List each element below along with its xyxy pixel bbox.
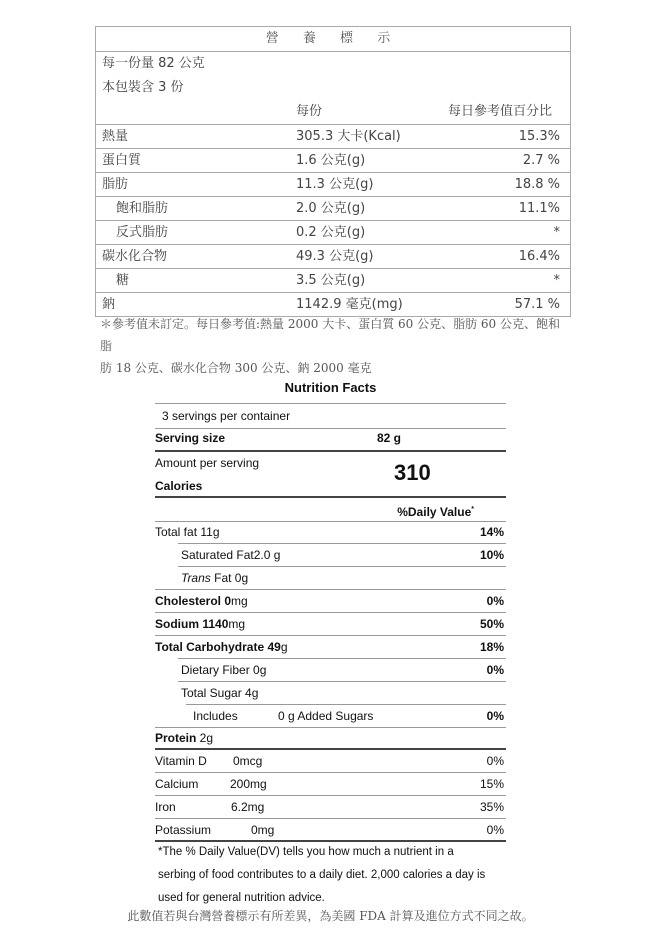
en-dietary-fiber-label: Dietary Fiber 0g xyxy=(181,663,267,677)
en-title: Nutrition Facts xyxy=(284,380,377,395)
cn-row-amount: 305.3 大卡(Kcal) xyxy=(296,129,401,144)
en-sodium-label xyxy=(155,617,245,631)
en-vitamin-d xyxy=(155,750,506,772)
divider xyxy=(155,403,506,404)
en-footnote-line: serbing of food contributes to a daily diet. 2,000 calories a day is xyxy=(158,869,486,881)
en-sodium xyxy=(155,613,506,635)
cn-row-amount: 11.3 公克(g) xyxy=(296,177,374,192)
en-iron xyxy=(155,796,506,818)
cn-row-pct: 57.1 % xyxy=(514,297,560,312)
en-vitamin-d-pct: 0% xyxy=(486,754,504,768)
cn-row-amount: 1.6 公克(g) xyxy=(296,153,366,168)
en-total-fat-label: Total fat 11g xyxy=(155,525,220,539)
en-vitamin-d-amount: 0mcg xyxy=(233,754,263,768)
en-dietary-fiber-pct: 0% xyxy=(486,663,504,677)
en-trans-fat-rest: Fat 0g xyxy=(210,571,249,585)
cn-row-amount: 2.0 公克(g) xyxy=(296,201,366,216)
cn-row-name: 反式脂肪 xyxy=(116,225,169,240)
en-total-sugar xyxy=(155,682,506,704)
en-serving-size xyxy=(155,427,506,449)
en-daily-value-header xyxy=(155,499,506,521)
en-cholesterol-pct: 0% xyxy=(486,594,504,608)
cn-row-pct: 11.1% xyxy=(518,201,560,216)
en-sodium-unit: mg xyxy=(228,617,246,631)
en-footnote xyxy=(158,841,508,910)
en-iron-label: Iron xyxy=(155,800,176,814)
cn-row-energy xyxy=(96,125,570,149)
en-carbohydrate xyxy=(155,636,506,658)
en-trans-fat xyxy=(155,567,506,589)
en-added-sugars-includes: Includes xyxy=(193,709,238,723)
cn-row-pct: 15.3% xyxy=(518,129,560,144)
cn-nutrition-table xyxy=(95,26,571,317)
cn-row-trans-fat xyxy=(96,221,570,245)
cn-row-sugar xyxy=(96,269,570,293)
en-iron-pct: 35% xyxy=(479,800,504,814)
cn-serving-size: 每一份量 82 公克 xyxy=(102,56,205,71)
en-sodium-pct: 50% xyxy=(479,617,504,631)
en-cholesterol-unit: mg xyxy=(231,594,248,608)
cn-column-header xyxy=(96,100,570,125)
cn-row-pct: 2.7 % xyxy=(522,153,560,168)
cn-row-amount: 3.5 公克(g) xyxy=(296,273,366,288)
en-calories-value: 310 xyxy=(394,460,431,485)
cn-footnote xyxy=(100,313,570,379)
en-cholesterol xyxy=(155,590,506,612)
cn-row-amount: 0.2 公克(g) xyxy=(296,225,366,240)
cn-row-fat xyxy=(96,173,570,197)
cn-row-name: 糖 xyxy=(116,273,130,288)
en-calcium-pct: 15% xyxy=(479,777,504,791)
en-cholesterol-label xyxy=(155,594,248,608)
en-daily-value-text: %Daily Value xyxy=(397,505,472,519)
en-total-fat-pct: 14% xyxy=(479,525,504,539)
en-calories-label: Calories xyxy=(155,479,203,493)
en-protein-value: 2g xyxy=(196,731,214,745)
en-carbohydrate-unit: g xyxy=(280,640,288,654)
en-trans-fat-italic: Trans xyxy=(181,571,211,585)
en-carbohydrate-label xyxy=(155,640,288,654)
en-calcium-label: Calcium xyxy=(155,777,199,791)
cn-row-protein xyxy=(96,149,570,173)
en-calcium xyxy=(155,773,506,795)
en-protein-bold: Protein xyxy=(155,731,197,745)
en-added-sugars-pct: 0% xyxy=(486,709,504,723)
cn-row-name: 熱量 xyxy=(102,129,129,144)
en-potassium xyxy=(155,819,506,841)
en-iron-amount: 6.2mg xyxy=(231,800,265,814)
cn-row-name: 鈉 xyxy=(102,297,116,312)
en-added-sugars-value: 0 g Added Sugars xyxy=(278,709,374,723)
en-total-fat xyxy=(155,521,506,543)
en-saturated-fat xyxy=(155,544,506,566)
en-added-sugars xyxy=(155,705,506,727)
en-saturated-fat-label: Saturated Fat2.0 g xyxy=(181,548,281,562)
divider-thick xyxy=(155,496,506,498)
en-calcium-amount: 200mg xyxy=(230,777,267,791)
cn-row-carbohydrate xyxy=(96,245,570,269)
en-sodium-bold: Sodium 1140 xyxy=(155,617,229,631)
en-servings-per-container: 3 servings per container xyxy=(162,409,291,423)
cn-table-title: 營 養 標 示 xyxy=(96,27,570,52)
cn-servings-per-package: 本包裝含 3 份 xyxy=(102,80,184,95)
en-daily-value-label xyxy=(397,499,474,523)
cn-footnote-line: ＊參考值未訂定。每日參考值:熱量 2000 大卡、蛋白質 60 公克、脂肪 60 公克、飽和脂 xyxy=(100,317,561,353)
en-amount-per-serving: Amount per serving xyxy=(155,456,260,470)
en-total-sugar-label: Total Sugar 4g xyxy=(181,686,259,700)
cn-row-pct: 18.8 % xyxy=(514,177,560,192)
cn-row-pct: * xyxy=(553,273,560,288)
cn-row-saturated-fat xyxy=(96,197,570,221)
en-potassium-amount: 0mg xyxy=(251,823,275,837)
en-serving-size-value: 82 g xyxy=(377,431,402,445)
en-saturated-fat-pct: 10% xyxy=(479,548,504,562)
cn-row-name: 碳水化合物 xyxy=(102,249,168,264)
en-serving-size-label: Serving size xyxy=(155,431,226,445)
en-daily-value-mark: * xyxy=(471,506,474,513)
en-potassium-pct: 0% xyxy=(486,823,504,837)
en-dietary-fiber xyxy=(155,659,506,681)
en-footnote-line: *The % Daily Value(DV) tells you how much a nutrient in a xyxy=(158,846,454,858)
cn-row-amount: 49.3 公克(g) xyxy=(296,249,374,264)
en-footnote-line: used for general nutrition advice. xyxy=(158,892,325,904)
cn-row-name: 蛋白質 xyxy=(102,153,142,168)
en-carbohydrate-pct: 18% xyxy=(479,640,504,654)
en-carbohydrate-bold: Total Carbohydrate 49 xyxy=(155,640,281,654)
cn-row-amount: 1142.9 毫克(mg) xyxy=(296,297,403,312)
cn-row-pct: * xyxy=(553,225,560,240)
en-vitamin-d-label: Vitamin D xyxy=(155,754,207,768)
cn-footnote-line: 肪 18 公克、碳水化合物 300 公克、鈉 2000 毫克 xyxy=(100,361,372,375)
en-potassium-label: Potassium xyxy=(155,823,212,837)
en-protein-label xyxy=(155,731,213,745)
cn-col-amount: 每份 xyxy=(296,104,323,119)
en-trans-fat-label xyxy=(155,571,248,585)
en-protein xyxy=(155,727,506,749)
cn-row-name: 脂肪 xyxy=(102,177,129,192)
bottom-disclaimer: 此數值若與台灣營養標示有所差異，為美國 FDA 計算及進位方式不同之故。 xyxy=(127,909,534,923)
cn-row-name: 飽和脂肪 xyxy=(116,201,169,216)
cn-row-pct: 16.4% xyxy=(518,249,560,264)
cn-col-daily: 每日參考值百分比 xyxy=(447,104,552,119)
en-cholesterol-bold: Cholesterol 0 xyxy=(155,594,232,608)
